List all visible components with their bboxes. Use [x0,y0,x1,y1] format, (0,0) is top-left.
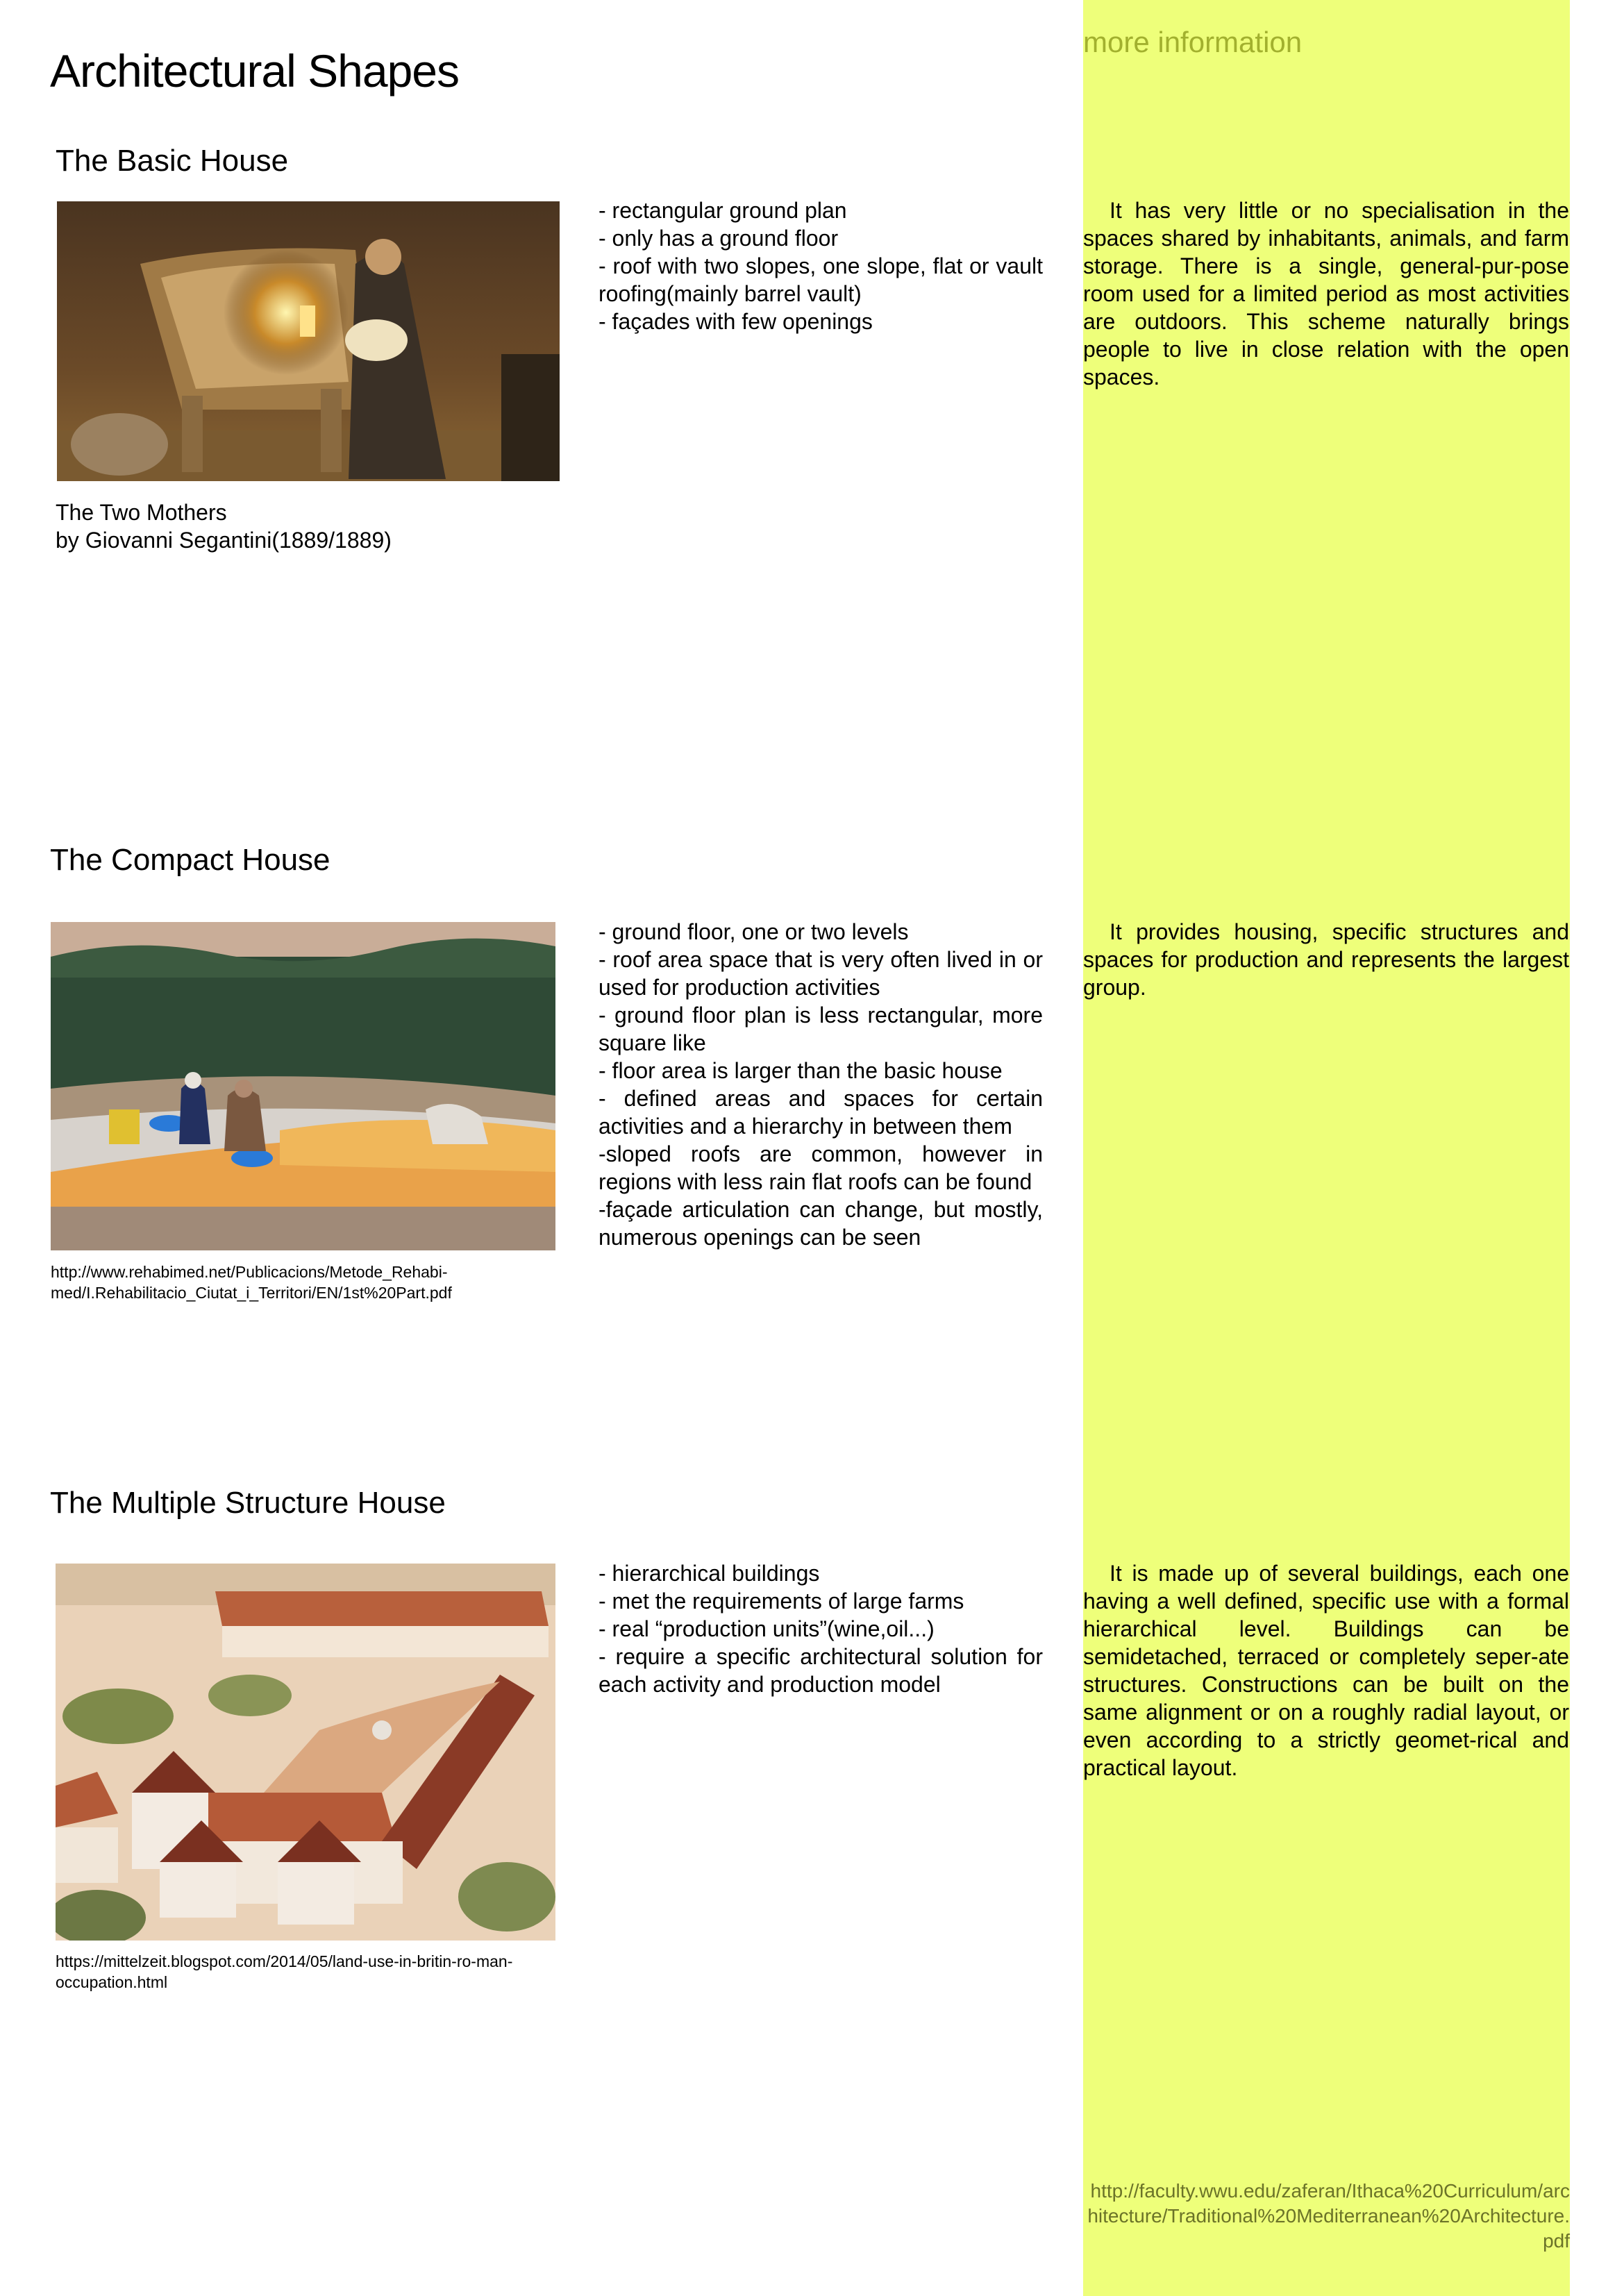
feature-item: - ground floor plan is less rectangular, more square like [598,1003,1043,1055]
painting-caption-title: The Two Mothers [56,500,227,525]
more-information-heading: more information [1083,26,1303,58]
feature-item: -façade articulation can change, but mostly, numerous openings can be seen [598,1197,1043,1250]
compact-house-info [1083,918,1569,1001]
feature-item: - require a specific architectural solution for each activity and production model [598,1644,1043,1697]
page-title: Architectural Shapes [50,45,459,97]
info-paragraph: It has very little or no specialisation in the spaces shared by inhabitants, animals, and farm storage. There is a single, general-pur-pose room used for a limited period as most activities are outdoors. This scheme naturally brings people to live in close relation with the open spaces. [1083,198,1569,389]
section-title-basic-house: The Basic House [56,144,289,178]
multiple-structure-features [598,1559,1043,1698]
source-link[interactable]: http://faculty.wwu.edu/zaferan/Ithaca%20Curriculum/architecture/Traditional%20Mediterranean%20Architecture.pdf [1087,2180,1570,2252]
feature-item: - only has a ground floor [598,226,839,251]
compact-house-features [598,918,1043,1251]
feature-item: - roof area space that is very often lived in or used for production activities [598,947,1043,1000]
feature-item: - real “production units”(wine,oil...) [598,1616,935,1641]
multiple-structure-info [1083,1559,1569,1782]
info-paragraph: It is made up of several buildings, each one having a well defined, specific use with a formal hierarchical level. Buildings can be semidetached, terraced or completely seper-ate structures. Constructions can be built on the same alignment or on a roughly radial layout, or even according to a strictly geomet-rical and practical layout. [1083,1561,1569,1780]
feature-item: - hierarchical buildings [598,1561,820,1586]
feature-item: - façades with few openings [598,309,873,334]
feature-item: - roof with two slopes, one slope, flat or vault roofing(mainly barrel vault) [598,253,1043,306]
feature-item: - met the requirements of large farms [598,1589,964,1614]
multiple-structure-image-source: https://mittelzeit.blogspot.com/2014/05/land-use-in-britin-ro-man-occupation.html [56,1952,513,1991]
basic-house-features [598,196,1043,335]
feature-item: - ground floor, one or two levels [598,919,909,944]
info-paragraph: It provides housing, specific structures and spaces for production and represents the largest group. [1083,919,1569,1000]
painting-the-two-mothers [57,201,560,481]
photo-image [51,922,555,1250]
feature-item: - rectangular ground plan [598,198,847,223]
painting-image [57,201,560,481]
painting-caption-author: by Giovanni Segantini(1889/1889) [56,528,392,553]
basic-house-info [1083,196,1569,391]
section-title-multiple-structure-house: The Multiple Structure House [50,1486,446,1520]
illustration-image [56,1564,555,1941]
feature-item: -sloped roofs are common, however in regions with less rain flat roofs can be found [598,1141,1043,1194]
illustration-roman-villa [56,1564,555,1941]
compact-house-image-source: http://www.rehabimed.net/Publicacions/Metode_Rehabi-med/I.Rehabilitacio_Ciutat_i_Territori/EN/1st%20Part.pdf [51,1263,452,1302]
section-title-compact-house: The Compact House [50,843,330,877]
photo-rooftop-drying [51,922,555,1250]
feature-item: - defined areas and spaces for certain activities and a hierarchy in between them [598,1086,1043,1139]
feature-item: - floor area is larger than the basic house [598,1058,1003,1083]
